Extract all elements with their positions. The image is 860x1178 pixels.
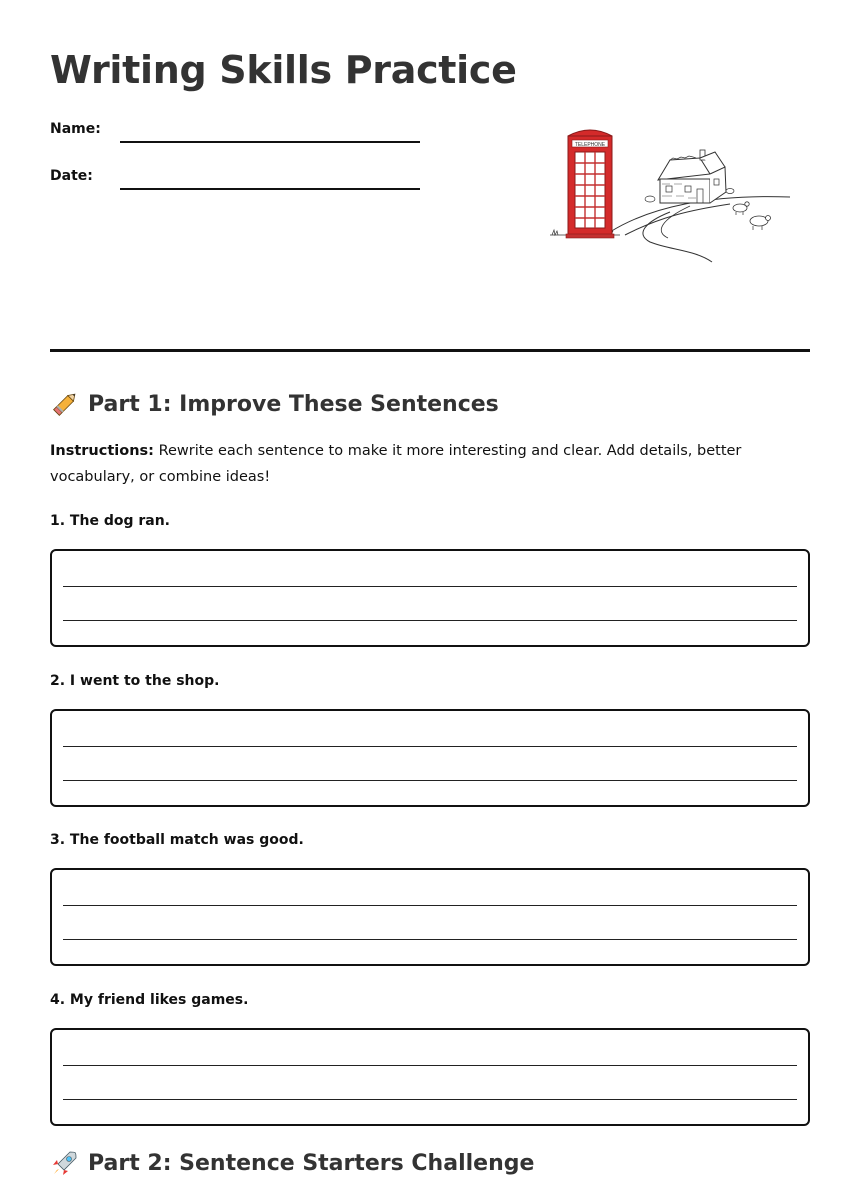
phone-box-sign: TELEPHONE xyxy=(574,142,606,148)
name-line[interactable] xyxy=(120,141,420,143)
question-4-label: 4. My friend likes games. xyxy=(50,992,249,1008)
answer-line xyxy=(63,586,797,587)
answer-line xyxy=(63,905,797,906)
answer-box-4[interactable] xyxy=(50,1028,810,1126)
answer-line xyxy=(63,620,797,621)
answer-line xyxy=(63,780,797,781)
date-line[interactable] xyxy=(120,188,420,190)
part1-title: Part 1: Improve These Sentences xyxy=(88,391,499,417)
name-field[interactable] xyxy=(50,121,430,151)
part1-heading xyxy=(50,389,499,419)
part2-heading xyxy=(50,1148,534,1178)
answer-line xyxy=(63,939,797,940)
telephone-box-cottage-illustration xyxy=(540,122,800,267)
answer-line xyxy=(63,1065,797,1066)
part2-title: Part 2: Sentence Starters Challenge xyxy=(88,1150,535,1176)
rocket-icon xyxy=(50,1148,80,1178)
header-divider xyxy=(50,349,810,352)
answer-box-1[interactable] xyxy=(50,549,810,647)
question-2-label: 2. I went to the shop. xyxy=(50,673,220,689)
name-label: Name: xyxy=(50,121,101,137)
instructions-label: Instructions: xyxy=(50,443,154,459)
date-label: Date: xyxy=(50,168,93,184)
pencil-icon xyxy=(50,389,80,419)
instructions xyxy=(50,438,810,490)
answer-box-2[interactable] xyxy=(50,709,810,807)
illustration-svg xyxy=(540,122,800,267)
worksheet-title: Writing Skills Practice xyxy=(50,48,517,92)
question-3-label: 3. The football match was good. xyxy=(50,832,304,848)
answer-line xyxy=(63,746,797,747)
date-field[interactable] xyxy=(50,168,430,198)
answer-line xyxy=(63,1099,797,1100)
answer-box-3[interactable] xyxy=(50,868,810,966)
instructions-text: Rewrite each sentence to make it more interesting and clear. Add details, better vocabulary, or combine ideas! xyxy=(50,443,742,485)
question-1-label: 1. The dog ran. xyxy=(50,513,170,529)
